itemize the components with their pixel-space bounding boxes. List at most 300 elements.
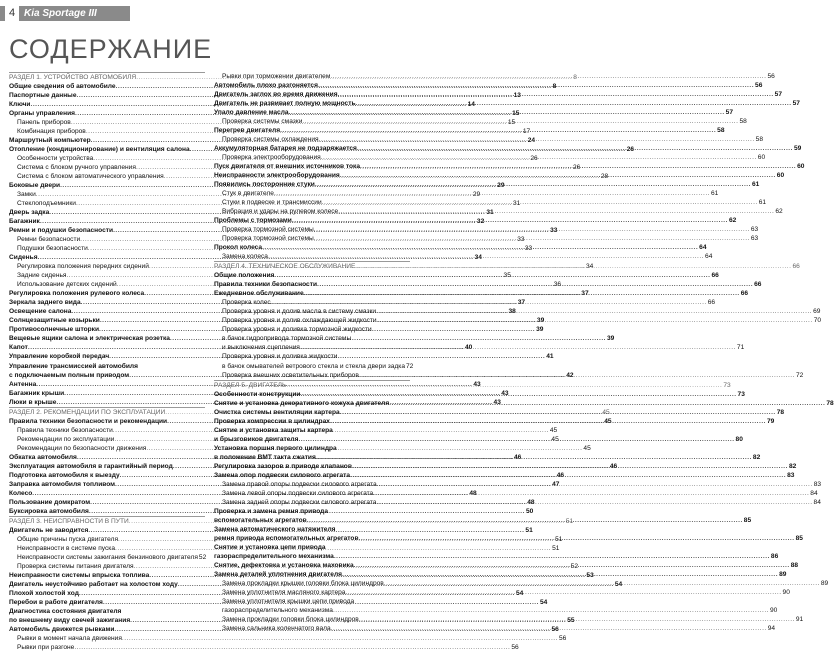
entry-page: 71 — [736, 344, 745, 352]
entry-page: 26 — [530, 155, 538, 163]
entry-title: Колесо — [9, 489, 33, 497]
dot-leader — [338, 90, 774, 99]
entry-page: 60 — [797, 163, 805, 171]
entry-page: 66 — [740, 290, 749, 298]
entry-page: 37 — [581, 290, 589, 298]
entry-title: Боковые двери — [9, 182, 61, 190]
toc-entry — [214, 543, 410, 552]
entry-page: 58 — [739, 118, 747, 126]
dot-leader — [262, 243, 698, 252]
entry-title: Снятие, дефектовка и установка маховика — [214, 561, 354, 569]
dot-leader — [340, 171, 776, 180]
dot-leader — [280, 126, 716, 135]
dot-leader — [384, 579, 820, 588]
entry-page: 72 — [406, 362, 414, 370]
entry-title: Замена колеса — [222, 253, 268, 261]
dot-leader — [304, 289, 740, 298]
page-number: 4 — [5, 6, 19, 21]
entry-title: Проверка уровня и доливка тормозной жидкости — [222, 326, 372, 334]
entry-title: Проверка уровня и долив масла в систему смазки — [222, 308, 377, 316]
entry-title: РАЗДЕЛ 3. НЕИСПРАВНОСТИ В ПУТИ — [9, 517, 129, 525]
entry-page: 91 — [795, 615, 804, 623]
entry-title: Панель приборов — [17, 119, 71, 127]
entry-page: 8 — [552, 83, 557, 91]
entry-title: Особенности устройства — [17, 155, 94, 163]
entry-page: 56 — [551, 625, 559, 633]
entry-page: 51 — [565, 517, 574, 525]
entry-title: Неисправности электрооборудования — [214, 172, 340, 180]
entry-page: 60 — [757, 154, 766, 162]
entry-title: Замена прокладки головки блока цилиндров — [222, 615, 359, 623]
toc-entry — [9, 634, 567, 643]
entry-title: Проверка внешних осветительных приборов — [222, 371, 359, 379]
entry-page: 54 — [539, 598, 548, 606]
entry-title: Очистка системы вентиляции картера — [214, 408, 340, 416]
entry-title: РАЗДЕЛ 1. УСТРОЙСТВО АВТОМОБИЛЯ — [9, 74, 137, 81]
entry-page: 62 — [775, 208, 783, 216]
entry-title: Двигатель заглох во время движения — [214, 91, 338, 99]
dot-leader — [389, 399, 825, 408]
entry-page: 33 — [550, 227, 558, 235]
toc-entry — [9, 362, 205, 371]
entry-title: Ремни безопасности — [17, 236, 81, 244]
entry-title: Перебои в работе двигателя — [9, 598, 103, 606]
entry-page: 45 — [551, 435, 559, 443]
entry-page: 94 — [767, 624, 776, 632]
entry-title: Замена деталей уплотнения двигателя — [214, 570, 342, 578]
entry-page: 73 — [723, 381, 731, 389]
entry-page: 54 — [515, 589, 524, 597]
entry-title: газораспределительного механизма — [214, 552, 334, 560]
entry-page: 85 — [743, 516, 752, 524]
dot-leader — [300, 343, 736, 352]
entry-page: 58 — [755, 136, 764, 144]
entry-title: Освещение салона — [9, 308, 72, 316]
entry-title: Общие положения — [214, 272, 275, 280]
entry-title: вспомогательных агрегатов — [214, 516, 307, 524]
entry-title: Правила техники безопасности и рекомендации — [9, 417, 168, 425]
entry-page: 56 — [511, 643, 519, 651]
toc-entry — [214, 362, 414, 371]
entry-page: 31 — [513, 200, 521, 208]
entry-title: Рекомендации по эксплуатации — [17, 435, 115, 443]
entry-title: Замена прокладки крышки головки блока цилиндров — [222, 579, 384, 587]
entry-page: 15 — [512, 110, 520, 118]
entry-title: с подключаемым полным приводом — [9, 371, 130, 379]
entry-page: 17 — [522, 128, 531, 136]
toc-entry — [214, 72, 775, 81]
entry-page: 40 — [464, 344, 473, 352]
dot-leader — [373, 489, 809, 498]
entry-title: Двигатель не заводится — [9, 526, 89, 534]
entry-page: 86 — [770, 552, 779, 560]
dot-leader — [315, 180, 751, 189]
dot-leader — [271, 298, 707, 307]
entry-page: 45 — [549, 426, 558, 434]
dot-leader — [316, 453, 752, 462]
entry-title: Проверка электрооборудования — [222, 154, 321, 162]
entry-title: Проверка системы охлаждения — [222, 136, 319, 144]
entry-title: Система с блоком ручного управления — [17, 164, 136, 172]
entry-page: 72 — [795, 371, 804, 379]
dot-leader — [300, 390, 736, 399]
entry-page: 88 — [790, 561, 799, 569]
entry-page: 54 — [614, 580, 623, 588]
entry-title: газораспределительного механизма — [222, 606, 333, 614]
entry-title: Проблемы с тормозами — [214, 217, 292, 225]
entry-title: Автомобиль плохо разгоняется — [214, 82, 318, 90]
entry-title: Буксировка автомобиля — [9, 507, 89, 515]
entry-page: 46 — [556, 471, 565, 479]
entry-title: Проверка и замена ремня привода — [214, 507, 328, 515]
entry-title: Проверка колес — [222, 299, 271, 307]
entry-page: 26 — [573, 164, 581, 172]
entry-title: Проверка системы питания двигателя — [17, 562, 134, 570]
entry-page: 82 — [752, 453, 761, 461]
entry-page: 70 — [813, 317, 822, 325]
entry-page: 83 — [787, 471, 795, 479]
dot-leader — [319, 135, 755, 144]
entry-page: 84 — [810, 489, 818, 497]
entry-title: Комбинация приборов — [17, 128, 86, 136]
entry-page: 57 — [792, 100, 800, 108]
entry-page: 62 — [728, 217, 737, 225]
entry-title: Замена уплотнителя крышки цепи привода — [222, 597, 355, 605]
entry-title: Автомобиль движется рывками — [9, 625, 115, 633]
entry-page: 78 — [776, 408, 785, 416]
toc-entry — [9, 553, 205, 562]
entry-page: 90 — [770, 606, 778, 614]
entry-title: Замена уплотнителя масляного картера — [222, 588, 346, 596]
entry-title: Подготовка автомобиля к выезду — [9, 471, 120, 479]
dot-leader — [377, 316, 813, 325]
dot-leader — [318, 81, 754, 90]
dot-leader — [317, 280, 753, 289]
entry-page: 64 — [699, 244, 707, 252]
entry-page: 29 — [472, 191, 481, 199]
page-title: СОДЕРЖАНИЕ — [9, 34, 213, 64]
entry-title: Управление трансмиссией автомобиля — [9, 362, 138, 370]
entry-title: РАЗДЕЛ 4. ТЕХНИЧЕСКОЕ ОБСЛУЖИВАНИЕ — [214, 263, 356, 271]
toc-entry — [214, 352, 410, 361]
entry-page: 58 — [717, 127, 725, 135]
entry-page: 29 — [497, 182, 505, 190]
entry-title: Система с блоком автоматического управления — [17, 173, 164, 181]
dot-leader — [355, 262, 791, 271]
entry-title: Багажник крыши — [9, 389, 65, 397]
entry-page: 82 — [788, 462, 797, 470]
entry-page: 89 — [820, 579, 829, 587]
entry-page: 35 — [503, 272, 511, 280]
entry-title: Задние сиденья — [17, 272, 67, 280]
dot-leader — [350, 471, 786, 480]
entry-page: 31 — [486, 209, 494, 217]
entry-title: Рывки в момент начала движения — [17, 634, 122, 642]
dot-leader — [292, 216, 728, 225]
dot-leader — [359, 615, 795, 624]
entry-title: и брызговиков двигателя — [214, 435, 299, 443]
dot-leader — [289, 108, 725, 117]
entry-page: 51 — [525, 526, 533, 534]
dot-leader — [359, 371, 795, 380]
entry-page: 51 — [552, 544, 560, 552]
entry-title: Стуки в подвеске и трансмиссии — [222, 199, 322, 207]
entry-page: 57 — [774, 91, 782, 99]
entry-page: 56 — [755, 82, 763, 90]
dot-leader — [333, 606, 769, 615]
entry-title: Перегрев двигателя — [214, 127, 281, 135]
entry-title: Пуск двигателя от внешних источников тока — [214, 163, 361, 171]
toc-entry — [214, 552, 779, 561]
entry-title: Паспортные данные — [9, 92, 77, 100]
entry-title: Снятие и установка защиты картера — [214, 426, 333, 434]
dot-leader — [376, 498, 812, 507]
entry-title: Солнцезащитные козырьки — [9, 317, 100, 325]
entry-title: Правила техники безопасности — [17, 426, 113, 434]
entry-page: 52 — [198, 553, 207, 561]
entry-title: Плохой холостой ход — [9, 589, 79, 597]
entry-title: Рывки при разгоне — [17, 643, 75, 651]
entry-title: Использование детских сидений — [17, 281, 117, 289]
entry-title: Органы управления — [9, 110, 75, 118]
dot-leader — [340, 408, 776, 417]
entry-title: Антенна — [9, 380, 37, 388]
entry-title: Проверка уровня и доливка жидкости — [222, 353, 338, 361]
entry-title: Капот — [9, 344, 28, 352]
toc-entry — [214, 426, 410, 435]
entry-page: 45 — [602, 408, 610, 416]
entry-title: Общие причины пуска двигателя — [17, 535, 119, 543]
dot-leader — [342, 570, 778, 579]
entry-page: 57 — [725, 109, 733, 117]
dot-leader — [274, 271, 710, 280]
entry-page: 66 — [754, 281, 762, 289]
entry-page: 13 — [513, 92, 521, 100]
entry-title: ремня привода вспомогательных агрегатов — [214, 534, 359, 542]
entry-page: 24 — [527, 137, 536, 145]
entry-page: 37 — [517, 299, 526, 307]
entry-page: 46 — [609, 462, 618, 470]
entry-title: Проверка уровня и долив охлаждающей жидкости — [222, 317, 377, 325]
entry-page: 36 — [553, 281, 562, 289]
entry-title: Прокол колеса — [214, 244, 263, 252]
entry-title: Обкатка автомобиля — [9, 453, 77, 461]
toc-entry — [9, 607, 205, 616]
toc-entry — [214, 325, 410, 334]
entry-page: 83 — [813, 480, 822, 488]
toc-entry — [214, 606, 778, 615]
entry-title: Появились посторонние стуки — [214, 181, 315, 189]
entry-page: 33 — [524, 245, 533, 253]
entry-page: 8 — [573, 74, 577, 81]
entry-page: 84 — [813, 498, 821, 506]
entry-page: 43 — [473, 380, 481, 388]
entry-title: Замена задней опоры подвески силового агрегата — [222, 498, 377, 506]
entry-page: 64 — [705, 253, 713, 261]
brand-title: Kia Sportage III — [24, 8, 97, 19]
entry-title: Двигатель неустойчиво работает на холостом ходу — [9, 580, 178, 588]
entry-page: 56 — [767, 73, 775, 80]
entry-title: Вибрация и удары на рулевом колесе — [222, 208, 339, 216]
entry-page: 39 — [536, 317, 545, 325]
entry-page: 46 — [513, 453, 522, 461]
entry-page: 90 — [782, 588, 790, 596]
entry-page: 48 — [469, 489, 477, 497]
entry-page: 45 — [604, 417, 612, 425]
entry-title: Неисправности системы зажигания бензинового двигателя — [17, 553, 198, 561]
toc-entry — [9, 643, 519, 652]
entry-title: Люки в крыше — [9, 398, 57, 406]
entry-page: 60 — [776, 172, 785, 180]
entry-page: 42 — [566, 371, 574, 379]
entry-page: 34 — [474, 254, 482, 262]
dot-leader — [314, 225, 750, 234]
dot-leader — [322, 198, 758, 207]
entry-title: Стук в двигателе — [222, 190, 274, 198]
dot-leader — [74, 643, 510, 652]
entry-title: Противосолнечные шторки — [9, 326, 100, 334]
entry-page: 73 — [737, 390, 745, 398]
dot-leader — [330, 417, 766, 426]
dot-leader — [274, 189, 710, 198]
entry-title: Замена сальника коленчатого вала — [222, 624, 331, 632]
entry-title: Зеркала заднего вида — [9, 299, 81, 307]
entry-title: Упало давление масла — [214, 109, 289, 117]
entry-title: Регулировка зазоров в приводе клапанов — [214, 462, 352, 470]
dot-leader — [352, 462, 788, 471]
entry-page: 41 — [546, 353, 554, 361]
toc-entry — [214, 507, 410, 516]
entry-page: 61 — [758, 199, 767, 207]
entry-title: Снятие и установка декоративного кожуха двигателя — [214, 399, 390, 407]
entry-title: Регулировка положения рулевого колеса — [9, 290, 145, 298]
entry-title: Снятие и установка цепи привода — [214, 543, 326, 551]
dot-leader — [360, 162, 796, 171]
entry-page: 43 — [493, 398, 501, 406]
entry-title: Двигатель не развивает полную мощность — [214, 100, 356, 108]
entry-title: Ежедневное обслуживание — [214, 290, 304, 298]
entry-title: Замки — [17, 191, 36, 199]
entry-title: Сиденья — [9, 254, 38, 262]
dot-leader — [377, 480, 813, 489]
entry-page: 89 — [779, 570, 787, 578]
entry-page: 59 — [793, 145, 802, 153]
entry-title: Подушки безопасности — [17, 245, 88, 253]
entry-title: Маршрутный компьютер — [9, 137, 91, 145]
entry-title: Особенности конструкции — [214, 390, 301, 398]
dot-leader — [268, 252, 704, 261]
entry-title: Проверка тормозной системы — [222, 235, 314, 243]
entry-title: Замена автоматического натяжителя — [214, 525, 336, 533]
entry-page: 51 — [555, 535, 563, 543]
entry-page: 69 — [813, 308, 821, 316]
entry-title: Дверь задка — [9, 209, 50, 217]
entry-title: Стеклоподъемники — [17, 200, 76, 208]
entry-title: Регулировка положения передних сидений — [17, 263, 149, 271]
entry-title: Вещевые ящики салона и электрическая розетка — [9, 335, 170, 343]
dot-leader — [307, 516, 743, 525]
entry-page: 66 — [707, 299, 716, 307]
dot-leader — [345, 588, 781, 597]
entry-page: 63 — [750, 226, 759, 234]
entry-title: Замена опор подвески силового агрегата — [214, 471, 351, 479]
entry-title: Эксплуатация автомобиля в гарантийный период — [9, 462, 173, 470]
entry-page: 39 — [536, 326, 544, 334]
entry-page: 63 — [750, 235, 759, 243]
entry-page: 34 — [585, 263, 594, 271]
entry-page: 43 — [501, 389, 509, 397]
entry-page: 66 — [792, 263, 800, 271]
entry-title: Ключи — [9, 101, 31, 109]
entry-page: 53 — [586, 571, 594, 579]
entry-title: в бачок омывателей ветрового стекла и стекла двери задка — [222, 362, 406, 370]
entry-page: 45 — [583, 444, 591, 452]
toc-entry — [214, 444, 410, 453]
entry-page: 47 — [552, 480, 560, 488]
dot-leader — [330, 72, 766, 81]
entry-title: Проверка системы смазки — [222, 118, 303, 126]
toc-entry — [214, 81, 763, 90]
dot-leader — [359, 534, 795, 543]
entry-page: 52 — [570, 562, 579, 570]
dot-leader — [302, 117, 738, 126]
entry-page: 39 — [607, 335, 615, 343]
header-bar — [0, 6, 130, 21]
entry-title: Проверка тормозной системы — [222, 226, 314, 234]
entry-page: 14 — [467, 101, 475, 109]
entry-title: Замена левой опоры подвески силового агрегата — [222, 489, 374, 497]
toc-entry — [214, 334, 410, 343]
entry-title: Ремни и подушки безопасности — [9, 227, 114, 235]
dot-leader — [298, 435, 734, 444]
entry-title: Правила техники безопасности — [214, 281, 317, 289]
entry-title: и выключения сцепления — [222, 344, 300, 352]
entry-title: Неисправности в системе пуска — [17, 544, 116, 552]
entry-title: Заправка автомобиля топливом — [9, 480, 116, 488]
entry-title: Рекомендации по безопасности движения — [17, 444, 147, 452]
entry-title: в положение ВМТ такта сжатия — [214, 453, 316, 461]
entry-title: Управление коробкой передач — [9, 353, 110, 361]
entry-page: 61 — [711, 190, 719, 198]
dot-leader — [338, 207, 774, 216]
entry-title: Общие сведения об автомобиле — [9, 83, 116, 91]
entry-page: 79 — [767, 417, 775, 425]
dot-leader — [122, 634, 558, 643]
entry-title: Багажник — [9, 218, 40, 226]
entry-title: Диагностика состояния двигателя — [9, 607, 122, 615]
dot-leader — [331, 624, 767, 633]
entry-page: 50 — [525, 507, 534, 515]
entry-page: 15 — [507, 119, 516, 127]
entry-page: 38 — [508, 308, 516, 316]
entry-page: 48 — [527, 498, 535, 506]
entry-title: Пользование домкратом — [9, 498, 91, 506]
entry-title: Проверка компрессии в цилиндрах — [214, 417, 330, 425]
entry-page: 26 — [626, 146, 635, 154]
entry-page: 66 — [711, 272, 719, 280]
toc-entry — [214, 597, 410, 606]
entry-title: по внешнему виду свечей зажигания — [9, 616, 131, 624]
entry-title: в бачок гидропривода тормозной системы — [222, 335, 352, 343]
dot-leader — [376, 307, 812, 316]
entry-page: 80 — [735, 435, 743, 443]
entry-title: Отопление (кондиционирование) и вентиляция салона — [9, 146, 190, 154]
entry-page: 56 — [558, 634, 567, 642]
entry-title: РАЗДЕЛ 2. РЕКОМЕНДАЦИИ ПО ЭКСПЛУАТАЦИИ — [9, 408, 166, 416]
entry-page: 78 — [826, 399, 834, 407]
entry-page: 28 — [600, 173, 609, 181]
entry-title: Рывки при торможении двигателем — [222, 73, 331, 80]
